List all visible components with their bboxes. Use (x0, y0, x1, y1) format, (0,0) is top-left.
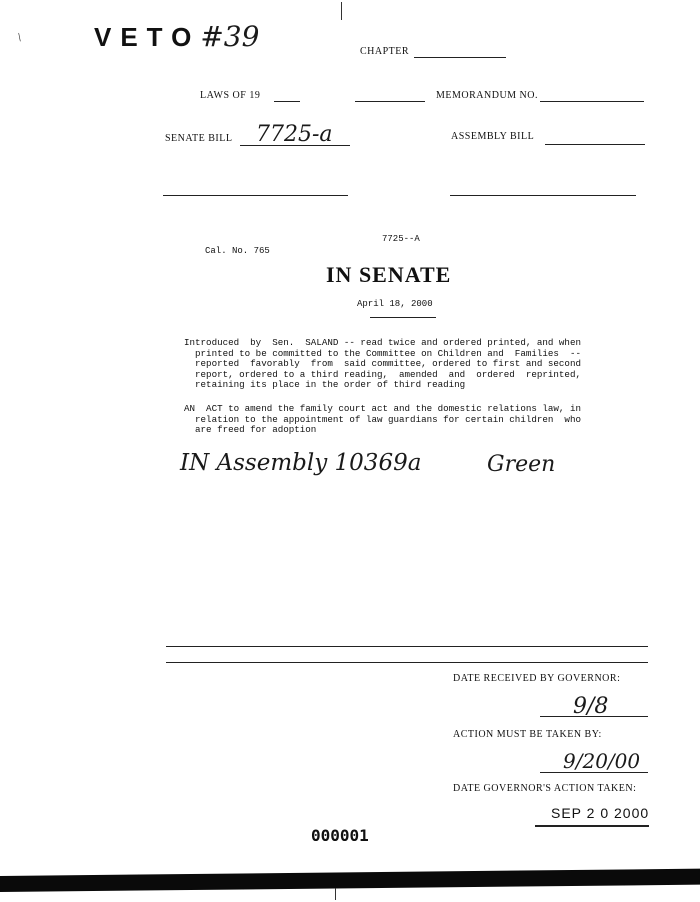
blank-line-left (163, 195, 348, 196)
received-date: 9/8 (573, 694, 609, 719)
laws-label: LAWS OF 19 (200, 90, 261, 101)
bill-date: April 18, 2000 (357, 299, 433, 309)
veto-label (94, 20, 259, 53)
chapter-line (414, 57, 506, 58)
serial-number: 000001 (311, 826, 369, 845)
received-label: DATE RECEIVED BY GOVERNOR: (453, 673, 621, 684)
laws-year-line (274, 101, 300, 102)
bottom-tick (335, 888, 336, 900)
action-must-label: ACTION MUST BE TAKEN BY: (453, 729, 602, 740)
action-taken-label: DATE GOVERNOR'S ACTION TAKEN: (453, 783, 637, 794)
action-taken-line (535, 825, 649, 827)
memorandum-label: MEMORANDUM NO. (436, 90, 539, 101)
assembly-bill-label: ASSEMBLY BILL (451, 131, 535, 142)
top-tick (341, 2, 342, 20)
bill-id: 7725--A (382, 234, 420, 244)
assembly-note: IN Assembly 10369a (180, 450, 422, 476)
received-line (540, 716, 648, 717)
date-underline (370, 317, 436, 318)
veto-text: VETO (94, 22, 201, 52)
chapter-label: CHAPTER (360, 46, 410, 57)
action-taken-stamp: SEP 2 0 2000 (551, 805, 650, 821)
rule-line-1 (166, 646, 648, 647)
memorandum-line (540, 101, 644, 102)
introduction-text: Introduced by Sen. SALAND -- read twice and ordered printed, and when printed to be committed to the Committee on Children and Families -- reported favorably from said committee, ordered to first and second report, ordered to a third reading, amended and ordered reprinted, retaining its place in the order of third reading (184, 337, 581, 390)
senate-bill-line (240, 145, 350, 146)
action-date: 9/20/00 (563, 749, 641, 773)
scan-edge-bar (0, 869, 700, 892)
senate-bill-label: SENATE BILL (165, 133, 233, 144)
assembly-bill-line (545, 144, 645, 145)
cal-no: Cal. No. 765 (205, 246, 270, 256)
rule-line-2 (166, 662, 648, 663)
act-text: AN ACT to amend the family court act and the domestic relations law, in relation to the appointment of law guardians for certain children who are freed for adoption (184, 403, 581, 435)
laws-blank-line (355, 101, 425, 102)
blank-line-right (450, 195, 636, 196)
senate-bill-number: 7725-a (256, 122, 333, 147)
sponsor-note: Green (487, 452, 556, 477)
bill-title: IN SENATE (326, 262, 452, 287)
action-must-line (540, 772, 648, 773)
stray-mark: / (14, 30, 25, 44)
veto-number: #39 (200, 20, 260, 53)
